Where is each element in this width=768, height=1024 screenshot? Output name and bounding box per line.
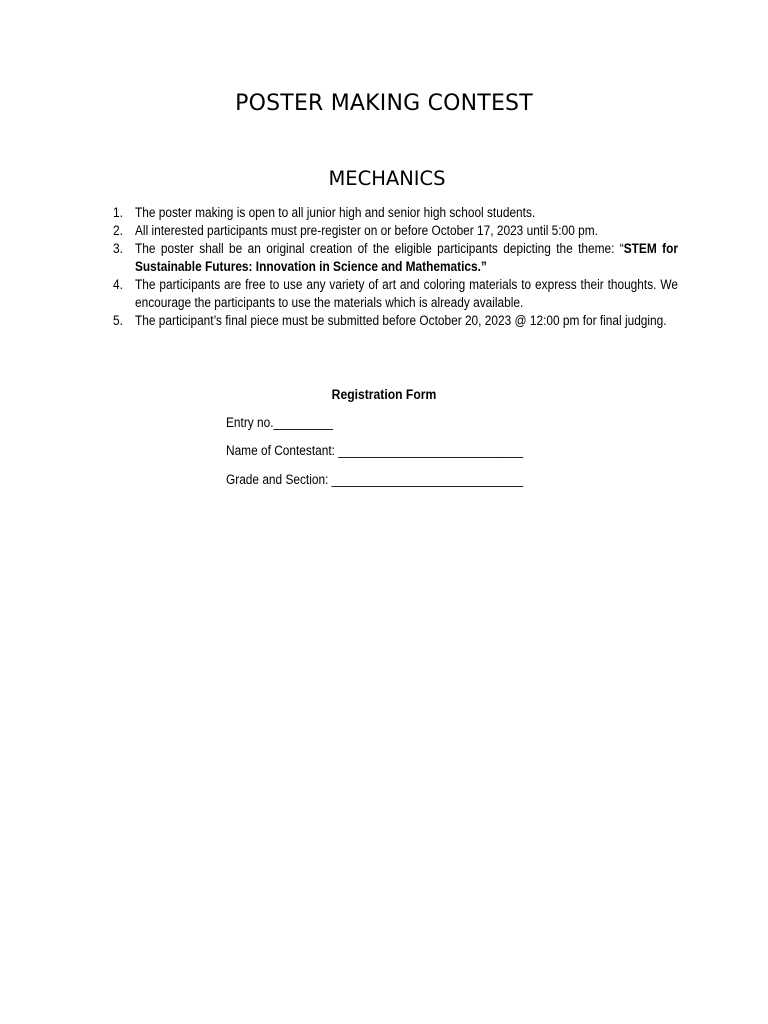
mechanics-item — [113, 204, 678, 222]
mechanics-item — [113, 240, 678, 276]
item-number: 1. — [113, 205, 123, 220]
mechanics-item — [113, 312, 678, 330]
mechanics-item — [113, 222, 678, 240]
item-number: 5. — [113, 313, 123, 328]
item-number: 2. — [113, 223, 123, 238]
entry-number-field: Entry no._________ — [226, 415, 334, 430]
item-number: 4. — [113, 277, 123, 292]
registration-heading: Registration Form — [331, 387, 437, 402]
item-number: 3. — [113, 241, 123, 256]
contestant-name-field: Name of Contestant: ____________________________ — [226, 443, 524, 458]
item-text: The participant’s final piece must be submitted before October 20, 2023 @ 12:00 pm for final judging. — [135, 313, 667, 328]
item-text: All interested participants must pre-register on or before October 17, 2023 until 5:00 pm. — [135, 223, 598, 238]
grade-section-field: Grade and Section: _____________________________ — [226, 472, 524, 487]
document-title: POSTER MAKING CONTEST — [235, 91, 533, 116]
theme-text: STEM for Sustainable Futures: Innovation in Science and Mathematics.” — [135, 241, 678, 274]
item-text: The poster making is open to all junior high and senior high school students. — [135, 205, 536, 220]
mechanics-item — [113, 276, 678, 312]
mechanics-list — [113, 204, 678, 330]
item-text: The participants are free to use any variety of art and coloring materials to express their thoughts. We encourage the participants to use the materials which is already available. — [135, 277, 678, 310]
mechanics-heading: MECHANICS — [328, 167, 446, 190]
item-text: The poster shall be an original creation of the eligible participants depicting the theme: “ — [135, 241, 624, 256]
